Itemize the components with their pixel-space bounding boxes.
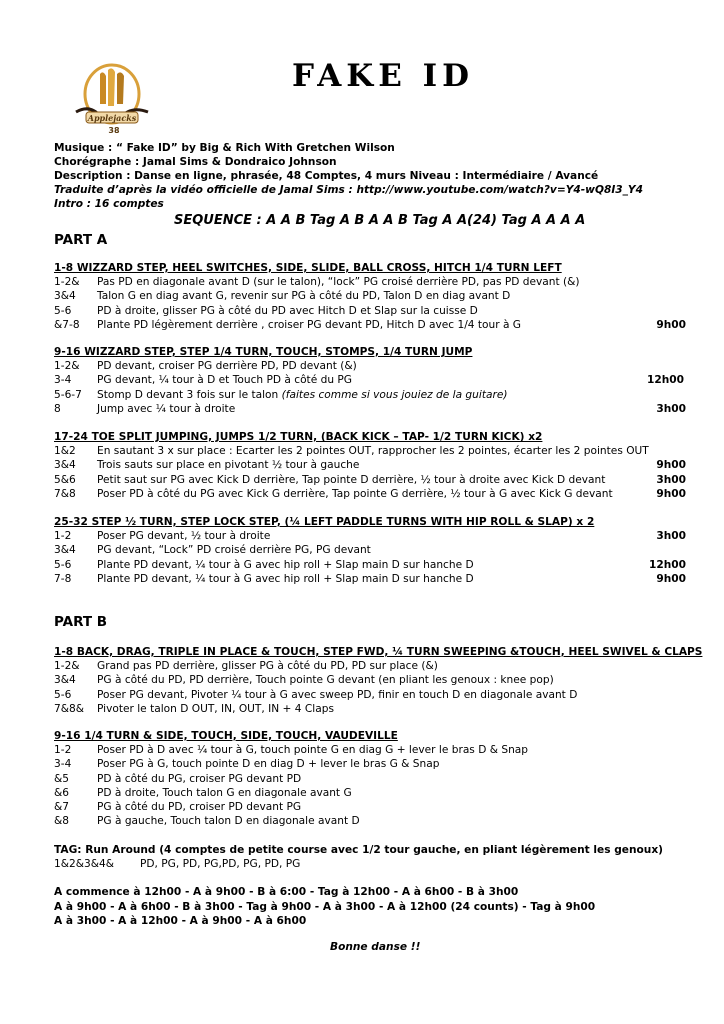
step-count: 5-6 [54, 688, 72, 701]
step-text [97, 814, 360, 828]
step-description: Plante PD légèrement derrière , croiser PG devant PD, Hitch D avec 1/4 tour à G [97, 318, 522, 331]
step-count: 3&4 [54, 544, 76, 557]
step-text [97, 673, 554, 687]
step-text [97, 688, 577, 702]
step-text [97, 786, 352, 800]
step-row [54, 558, 690, 572]
step-description: Plante PD devant, ¼ tour à G avec hip roll + Slap main D sur hanche D [97, 558, 474, 571]
step-description: PG à gauche, Touch talon D en diagonale avant D [97, 815, 360, 828]
step-text [97, 304, 478, 318]
step-description: PD devant, croiser PG derrière PD, PD devant (&) [97, 360, 357, 373]
step-count: 7&8 [54, 487, 76, 500]
step-description: PD à côté du PG, croiser PG devant PD [97, 772, 302, 785]
step-count: 3&4 [54, 459, 76, 472]
step-row [54, 373, 690, 387]
step-count: 3&4 [54, 674, 76, 687]
wall-line: A commence à 12h00 - A à 9h00 - B à 6:00 - Tag à 12h00 - A à 6h00 - B à 3h00 [54, 886, 519, 898]
step-section [54, 729, 690, 828]
step-text [97, 458, 359, 472]
wall-time: 9h00 [656, 459, 686, 472]
wall-line: A à 9h00 - A à 6h00 - B à 3h00 - Tag à 9h00 - A à 3h00 - A à 12h00 (24 counts) - Tag à 9h00 [54, 900, 596, 913]
step-text [97, 757, 439, 771]
step-count: 3-4 [54, 374, 72, 387]
step-row [54, 402, 690, 416]
wall-time: 12h00 [646, 374, 684, 387]
wall-time: 12h00 [648, 558, 686, 571]
step-row [54, 304, 690, 318]
step-row [54, 275, 690, 289]
step-description: Poser PG devant, ½ tour à droite [97, 530, 271, 543]
step-count: 1-2& [54, 360, 80, 373]
step-count: 8 [54, 402, 61, 415]
step-count: &8 [54, 815, 70, 828]
wall-time: 9h00 [656, 318, 686, 331]
step-text [97, 359, 357, 373]
dance-info [54, 141, 694, 211]
wall-sequence [54, 885, 595, 929]
step-count: &7-8 [54, 318, 80, 331]
step-row [54, 800, 690, 814]
wall-time: 3h00 [656, 473, 686, 486]
step-description: Plante PD devant, ¼ tour à G avec hip roll + Slap main D sur hanche D [97, 572, 474, 585]
applejacks-logo [70, 60, 152, 138]
step-count: 5-6 [54, 304, 72, 317]
step-text [97, 318, 521, 332]
step-text [97, 487, 613, 501]
tag-block [54, 843, 663, 871]
step-row [54, 318, 690, 332]
step-note: (faites comme si vous jouiez de la guitare) [281, 388, 508, 401]
music-line: Musique : “ Fake ID” by Big & Rich With Gretchen Wilson [54, 142, 395, 154]
step-description: En sautant 3 x sur place : Ecarter les 2 pointes OUT, rapprocher les 2 pointes, écarter les 2 pointes OUT [97, 445, 649, 458]
step-count: 1&2 [54, 445, 76, 458]
section-heading: 17-24 TOE SPLIT JUMPING, JUMPS 1/2 TURN, (BACK KICK – TAP- 1/2 TURN KICK) x2 [54, 431, 543, 443]
step-description: Grand pas PD derrière, glisser PG à côté du PD, PD sur place (&) [97, 660, 438, 673]
step-row [54, 529, 690, 543]
step-row [54, 757, 690, 771]
step-description: PD à droite, Touch talon G en diagonale avant G [97, 786, 352, 799]
step-count: 1-2& [54, 276, 80, 289]
section-heading: 9-16 1/4 TURN & SIDE, TOUCH, SIDE, TOUCH, VAUDEVILLE [54, 730, 398, 742]
step-text [97, 800, 301, 814]
step-row [54, 543, 690, 557]
step-text [97, 529, 270, 543]
step-text [97, 444, 649, 458]
step-row [54, 659, 690, 673]
step-row [54, 359, 690, 373]
translation-line[interactable]: Traduite d’après la vidéo officielle de Jamal Sims : http://www.youtube.com/watch?v=Y4-wQ8I3_Y4 [54, 184, 643, 197]
step-row [54, 458, 690, 472]
tag-title: TAG: Run Around (4 comptes de petite course avec 1/2 tour gauche, en pliant légèrement les genoux) [54, 844, 664, 856]
tag-row [54, 857, 663, 871]
step-description: Pas PD en diagonale avant D (sur le talon), “lock” PG croisé derrière PD, pas PD devant (&) [97, 276, 580, 289]
tag-count: 1&2&3&4& [54, 858, 115, 871]
step-description: Poser PG à G, touch pointe D en diag D + lever le bras G & Snap [97, 758, 440, 771]
step-text [97, 772, 301, 786]
step-text [97, 543, 371, 557]
step-text [97, 558, 474, 572]
wall-time: 9h00 [656, 572, 686, 585]
wall-time: 3h00 [656, 530, 686, 543]
step-row [54, 444, 690, 458]
step-section [54, 430, 690, 501]
section-heading: 1-8 WIZZARD STEP, HEEL SWITCHES, SIDE, SLIDE, BALL CROSS, HITCH 1/4 TURN LEFT [54, 262, 562, 274]
step-description: PG à côté du PD, croiser PD devant PG [97, 800, 302, 813]
step-description: Poser PD à côté du PG avec Kick G derrière, Tap pointe G derrière, ½ tour à G avec Kick G devant [97, 487, 613, 500]
step-row [54, 673, 690, 687]
step-description: Talon G en diag avant G, revenir sur PG à côté du PD, Talon D en diag avant D [97, 290, 511, 303]
section-heading: 25-32 STEP ½ TURN, STEP LOCK STEP, (¼ LEFT PADDLE TURNS WITH HIP ROLL & SLAP) x 2 [54, 516, 595, 528]
step-row [54, 388, 690, 402]
svg-text:Applejacks: Applejacks [87, 113, 137, 123]
step-row [54, 487, 690, 501]
step-description: Trois sauts sur place en pivotant ½ tour à gauche [97, 459, 360, 472]
step-count: 1-2 [54, 530, 72, 543]
step-description: Stomp D devant 3 fois sur le talon [97, 388, 282, 401]
wall-line: A à 3h00 - A à 12h00 - A à 9h00 - A à 6h00 [54, 915, 307, 928]
step-description: Jump avec ¼ tour à droite [97, 402, 236, 415]
step-count: 7&8& [54, 702, 85, 715]
part-b-label: PART B [54, 614, 108, 630]
svg-text:38: 38 [108, 126, 120, 135]
step-text [97, 702, 334, 716]
step-description: PG devant, ¼ tour à D et Touch PD à côté du PG [97, 374, 352, 387]
step-count: &6 [54, 786, 70, 799]
step-count: 5&6 [54, 473, 76, 486]
step-count: 1-2 [54, 744, 72, 757]
step-row [54, 688, 690, 702]
step-text [97, 659, 438, 673]
step-text [97, 373, 352, 387]
wall-time: 3h00 [656, 402, 686, 415]
step-section [54, 345, 690, 416]
step-section [54, 645, 703, 716]
sequence-line: SEQUENCE : A A B Tag A B A A B Tag A A(24) Tag A A A A [174, 213, 586, 228]
step-text [97, 289, 510, 303]
step-text [97, 388, 507, 402]
step-text [97, 473, 605, 487]
description-line: Description : Danse en ligne, phrasée, 48 Comptes, 4 murs Niveau : Intermédiaire / Avancé [54, 170, 599, 183]
section-heading: 1-8 BACK, DRAG, TRIPLE IN PLACE & TOUCH, STEP FWD, ¼ TURN SWEEPING &TOUCH, HEEL SWIVEL & CLAPS [54, 646, 703, 658]
step-section [54, 515, 690, 586]
step-description: PG devant, “Lock” PD croisé derrière PG, PG devant [97, 544, 371, 557]
step-count: 5-6-7 [54, 388, 82, 401]
step-description: PG à côté du PD, PD derrière, Touch pointe G devant (en pliant les genoux : knee pop) [97, 674, 554, 687]
tag-steps: PD, PG, PD, PG,PD, PG, PD, PG [140, 858, 301, 871]
step-count: &7 [54, 800, 70, 813]
intro-line: Intro : 16 comptes [54, 198, 164, 211]
step-row [54, 473, 690, 487]
page-title: FAKE ID [292, 58, 474, 94]
step-text [97, 572, 474, 586]
step-count: 3-4 [54, 758, 72, 771]
step-count: &5 [54, 772, 70, 785]
step-count: 1-2& [54, 660, 80, 673]
step-description: Poser PD à D avec ¼ tour à G, touch pointe G en diag G + lever le bras D & Snap [97, 744, 529, 757]
step-row [54, 702, 690, 716]
step-text [97, 402, 235, 416]
step-count: 5-6 [54, 558, 72, 571]
wall-time: 9h00 [656, 487, 686, 500]
step-description: PD à droite, glisser PG à côté du PD avec Hitch D et Slap sur la cuisse D [97, 304, 478, 317]
part-a-label: PART A [54, 232, 108, 248]
section-heading: 9-16 WIZZARD STEP, STEP 1/4 TURN, TOUCH, STOMPS, 1/4 TURN JUMP [54, 346, 473, 358]
step-row [54, 772, 690, 786]
step-section [54, 261, 690, 332]
choreographer-line: Chorégraphe : Jamal Sims & Dondraico Johnson [54, 156, 337, 169]
step-count: 7-8 [54, 572, 72, 585]
step-count: 3&4 [54, 290, 76, 303]
step-row [54, 786, 690, 800]
step-row [54, 743, 690, 757]
step-text [97, 743, 528, 757]
step-row [54, 289, 690, 303]
closing-text: Bonne danse !! [330, 941, 421, 953]
step-row [54, 814, 690, 828]
step-description: Poser PG devant, Pivoter ¼ tour à G avec sweep PD, finir en touch D en diagonale avant D [97, 688, 578, 701]
step-description: Pivoter le talon D OUT, IN, OUT, IN + 4 Claps [97, 702, 334, 715]
step-description: Petit saut sur PG avec Kick D derrière, Tap pointe D derrière, ½ tour à droite avec Kick D devant [97, 473, 606, 486]
step-row [54, 572, 690, 586]
step-text [97, 275, 580, 289]
